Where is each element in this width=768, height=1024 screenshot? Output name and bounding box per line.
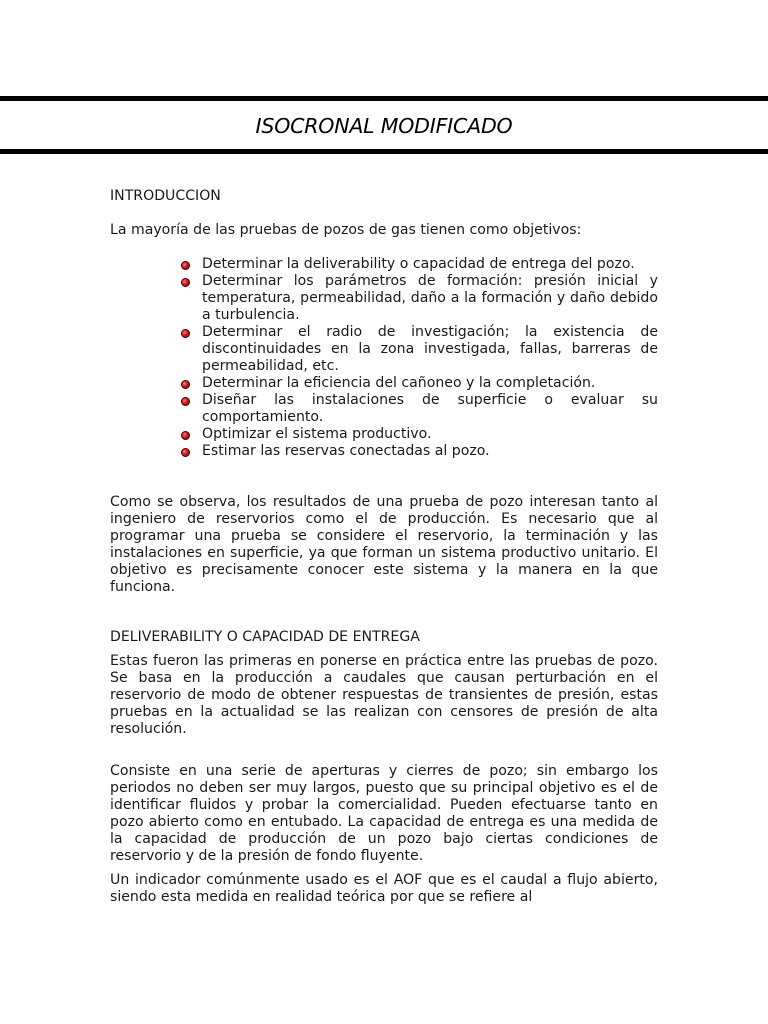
list-item: [180, 392, 658, 426]
red-sphere-bullet-icon: [181, 278, 190, 287]
red-sphere-bullet-icon: [181, 397, 190, 406]
document-title: ISOCRONAL MODIFICADO: [255, 114, 513, 138]
header-rule-top: [0, 96, 768, 101]
red-sphere-bullet-icon: [181, 380, 190, 389]
section-heading-introduccion: INTRODUCCION: [110, 188, 221, 204]
section-heading-deliverability: DELIVERABILITY O CAPACIDAD DE ENTREGA: [110, 629, 420, 645]
red-sphere-bullet-icon: [181, 431, 190, 440]
list-item-text: Determinar los parámetros de formación: presión inicial y temperatura, permeabilidad, daño a la formación y daño debido a turbulencia.: [202, 273, 658, 323]
list-item: [180, 375, 658, 392]
list-item: [180, 256, 658, 273]
list-item-text: Optimizar el sistema productivo.: [202, 426, 432, 442]
deliverability-paragraph-3: Un indicador comúnmente usado es el AOF que es el caudal a flujo abierto, siendo esta medida en realidad teórica por que se refiere al: [110, 872, 658, 905]
observation-paragraph: Como se observa, los resultados de una prueba de pozo interesan tanto al ingeniero de reservorios como el de producción. Es necesario que al programar una prueba se considere el reservorio, la terminación y las instalaciones en superficie, ya que forman un sistema productivo unitario. El objetivo es precisamente conocer este sistema y la manera en la que funciona.: [110, 494, 658, 595]
red-sphere-bullet-icon: [181, 448, 190, 457]
red-sphere-bullet-icon: [181, 329, 190, 338]
list-item-text: Determinar la deliverability o capacidad de entrega del pozo.: [202, 256, 635, 272]
list-item-text: Determinar el radio de investigación; la existencia de discontinuidades en la zona investigada, fallas, barreras de permeabilidad, etc.: [202, 324, 658, 374]
list-item-text: Estimar las reservas conectadas al pozo.: [202, 443, 490, 459]
list-item: [180, 443, 658, 460]
red-sphere-bullet-icon: [181, 261, 190, 270]
list-item-text: Diseñar las instalaciones de superficie o evaluar su comportamiento.: [202, 392, 658, 425]
list-item-text: Determinar la eficiencia del cañoneo y la completación.: [202, 375, 596, 391]
list-item: [180, 426, 658, 443]
intro-paragraph: La mayoría de las pruebas de pozos de gas tienen como objetivos:: [110, 222, 582, 238]
objectives-list: [180, 256, 658, 460]
deliverability-paragraph-1: Estas fueron las primeras en ponerse en práctica entre las pruebas de pozo. Se basa en la producción a caudales que causan perturbación en el reservorio de modo de obtener respuestas de transientes de presión, estas pruebas en la actualidad se las realizan con censores de presión de alta resolución.: [110, 653, 658, 737]
list-item: [180, 273, 658, 324]
header-rule-bottom: [0, 149, 768, 154]
deliverability-paragraph-2: Consiste en una serie de aperturas y cierres de pozo; sin embargo los periodos no deben ser muy largos, puesto que su principal objetivo es el de identificar fluidos y probar la comercialidad. Pueden efectuarse tanto en pozo abierto como en entubado. La capacidad de entrega es una medida de la capacidad de producción de un pozo bajo ciertas condiciones de reservorio y de la presión de fondo fluyente.: [110, 763, 658, 864]
list-item: [180, 324, 658, 375]
